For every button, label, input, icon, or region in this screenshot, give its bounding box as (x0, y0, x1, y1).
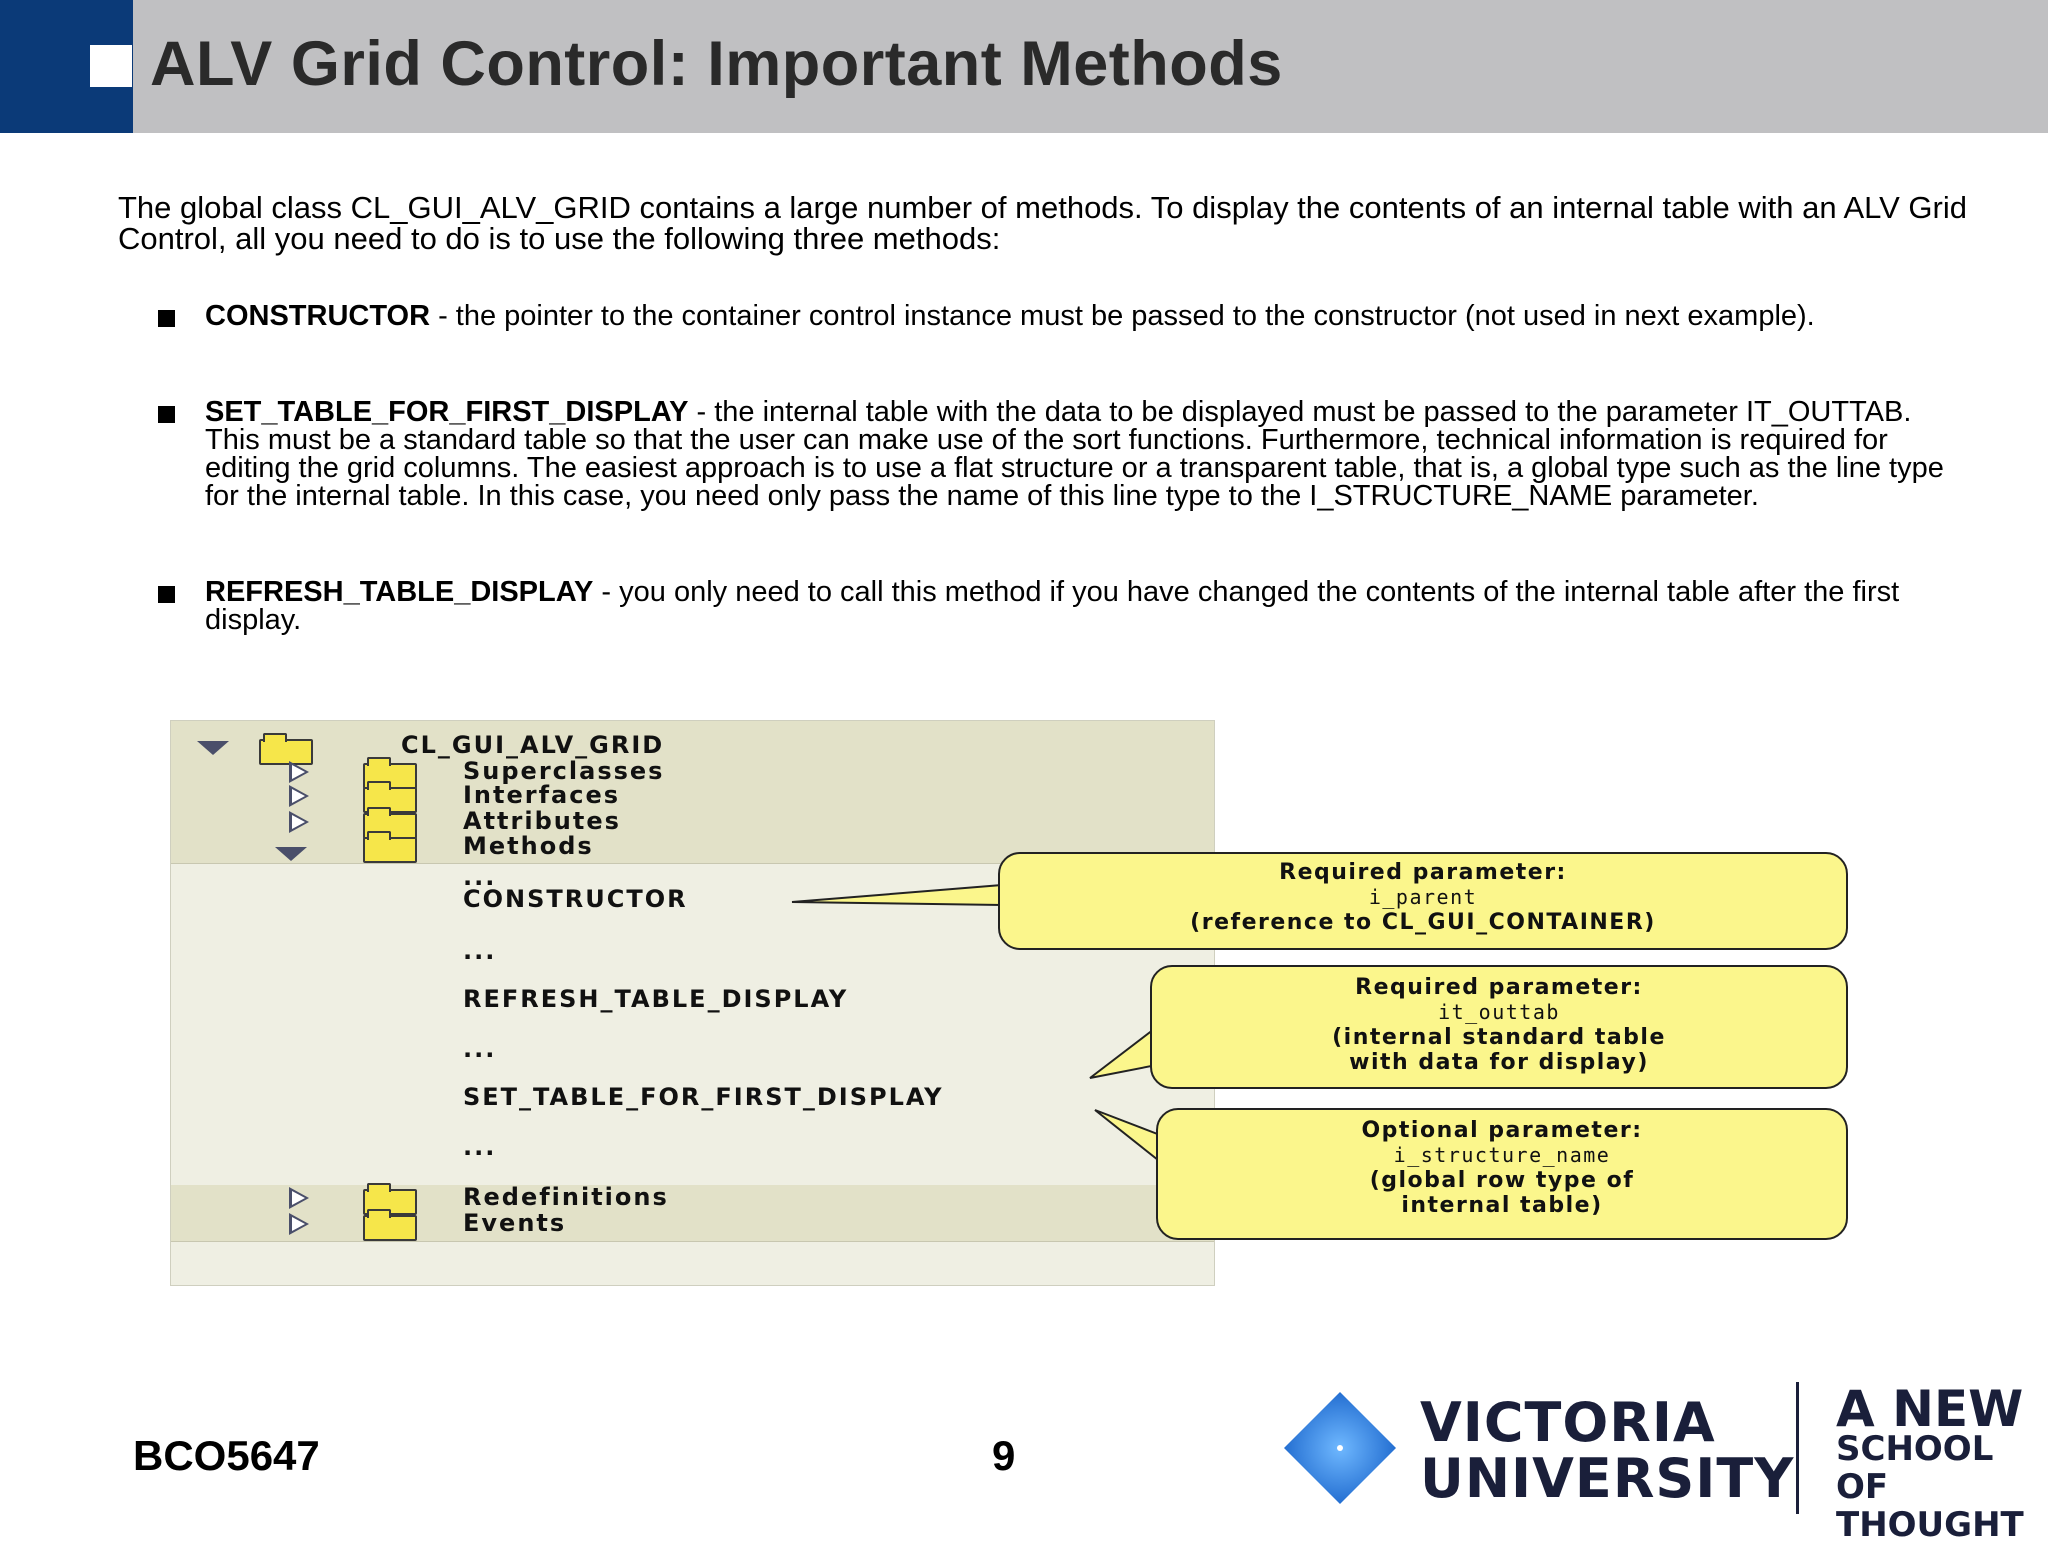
page-number: 9 (992, 1432, 1016, 1479)
tree-method-constructor[interactable]: CONSTRUCTOR (463, 885, 688, 913)
callout-pointer (792, 885, 1002, 905)
callout-heading: Required parameter: (1355, 975, 1643, 1000)
university-name-line: UNIVERSITY (1420, 1447, 1795, 1510)
callout-pointer (1095, 1110, 1160, 1160)
callout-param-name: it_outtab (1438, 1000, 1560, 1024)
bullet-term: REFRESH_TABLE_DISPLAY (205, 576, 594, 608)
tree-folder-attributes[interactable]: Attributes (463, 807, 621, 835)
callout-heading: Required parameter: (1279, 860, 1567, 885)
university-tagline (1836, 1380, 2048, 1545)
callout-constructor-param (998, 852, 1848, 950)
tree-folder-superclasses[interactable]: Superclasses (463, 757, 665, 785)
tagline-line: SCHOOL OF (1836, 1429, 1994, 1507)
university-name (1420, 1391, 1795, 1510)
callout-param-name: i_parent (1368, 885, 1478, 909)
intro-paragraph: The global class CL_GUI_ALV_GRID contains a large number of methods. To display the contents of an internal table with an ALV Grid Control, all you need to do is to use the following three methods: (118, 190, 1967, 256)
slide-title: ALV Grid Control: Important Methods (150, 29, 1283, 99)
tree-ellipsis: ... (463, 863, 497, 891)
tree-folder-redefinitions[interactable]: Redefinitions (463, 1183, 669, 1211)
bullet-description: - the pointer to the container control instance must be passed to the constructor (not used in next example). (430, 300, 1815, 332)
callout-description: internal table) (1401, 1193, 1603, 1218)
callout-refresh-param (1150, 965, 1848, 1089)
tree-ellipsis: ... (463, 937, 497, 965)
callout-description: (global row type of (1369, 1168, 1635, 1193)
tree-folder-interfaces[interactable]: Interfaces (463, 781, 621, 809)
callout-description: (internal standard table (1332, 1025, 1666, 1050)
tagline-line: THOUGHT (1836, 1505, 2024, 1545)
tree-ellipsis: ... (463, 1035, 497, 1063)
course-code: BCO5647 (133, 1432, 320, 1479)
bullet-description: - the internal table with the data to be displayed must be passed to the parameter IT_OUTTAB. This must be a standard table so that the user can make use of the sort functions. Furthermore, technical information is required for editing the grid columns. The easiest approach is to use a flat structure or a transparent table, that is, a global type such as the line type for the internal table. In this case, you need only pass the name of this line type to the I_STRUCTURE_NAME parameter. (205, 396, 1944, 512)
university-name-line: VICTORIA (1420, 1391, 1716, 1454)
callout-description: (reference to CL_GUI_CONTAINER) (1190, 910, 1656, 935)
victoria-university-diamond-icon (1280, 1388, 1400, 1508)
tree-method-set-table-for-first-display[interactable]: SET_TABLE_FOR_FIRST_DISPLAY (463, 1083, 944, 1111)
tagline-line: A NEW (1836, 1380, 2024, 1438)
tree-folder-methods[interactable]: Methods (463, 832, 594, 860)
callout-set-table-param (1156, 1108, 1848, 1240)
tree-root-class[interactable]: CL_GUI_ALV_GRID (401, 731, 665, 759)
bullet-description: - you only need to call this method if you have changed the contents of the internal table after the first display. (205, 576, 1900, 636)
callout-param-name: i_structure_name (1393, 1143, 1611, 1167)
tree-method-refresh-table-display[interactable]: REFRESH_TABLE_DISPLAY (463, 985, 849, 1013)
callout-description: with data for display) (1349, 1050, 1649, 1075)
tree-ellipsis: ... (463, 1133, 497, 1161)
logo-divider (1796, 1382, 1799, 1514)
bullet-term: SET_TABLE_FOR_FIRST_DISPLAY (205, 396, 689, 428)
bullet-term: CONSTRUCTOR (205, 300, 431, 332)
callout-heading: Optional parameter: (1361, 1118, 1643, 1143)
tree-folder-events[interactable]: Events (463, 1209, 567, 1237)
